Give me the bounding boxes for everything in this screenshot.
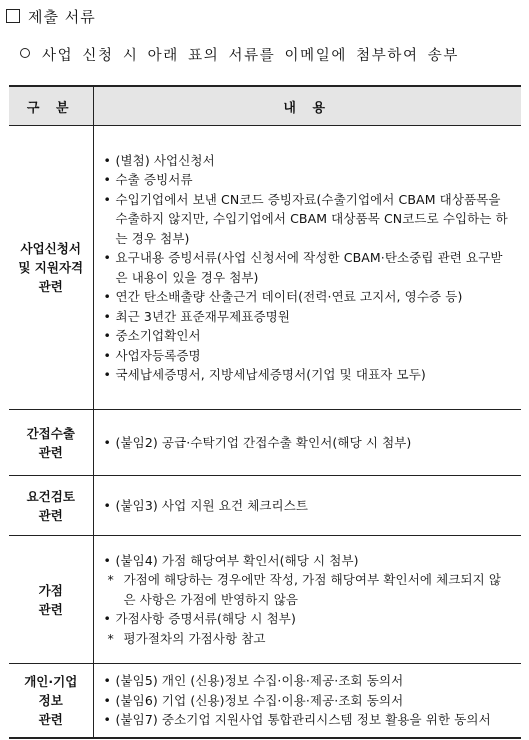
bullet-icon: • [103, 328, 111, 343]
list-item [104, 248, 514, 287]
intro-text: 사업 신청 시 아래 표의 서류를 이메일에 첨부하여 송부 [42, 48, 460, 64]
table-row [9, 476, 521, 536]
list-item [104, 609, 514, 629]
table-row [9, 126, 521, 410]
bullet-icon: • [103, 152, 111, 168]
table-header-row [9, 86, 521, 126]
documents-table [9, 85, 521, 739]
category-line: 관련 [38, 444, 63, 460]
table-row [9, 536, 521, 664]
row-content [93, 410, 521, 476]
category-line: 관련 [38, 507, 63, 523]
bullet-icon: • [103, 673, 111, 688]
row-category [9, 476, 93, 536]
category-line: 관련 [38, 711, 63, 727]
table-row [9, 410, 521, 476]
category-line: 사업신청서 [20, 241, 81, 256]
item-text: 평가절차의 가점사항 참고 [123, 630, 266, 646]
table-row [9, 664, 521, 738]
list-item [104, 365, 514, 385]
bullet-icon: • [103, 347, 111, 363]
list-item [104, 287, 514, 307]
row-category [9, 536, 93, 664]
list-item [104, 551, 514, 571]
asterisk-icon: * [107, 572, 114, 588]
section-heading [6, 6, 96, 27]
list-item [104, 307, 514, 327]
bullet-icon: • [103, 308, 111, 324]
item-text: 가점에 해당하는 경우에만 작성, 가점 해당여부 확인서에 체크되지 않은 사항은 가점에 반영하지 않음 [123, 572, 502, 607]
bullet-icon: • [103, 497, 111, 513]
list-item [104, 691, 514, 711]
list-item [104, 326, 514, 346]
row-content [93, 126, 521, 410]
item-text: 중소기업확인서 [115, 328, 201, 343]
bullet-icon: • [103, 552, 111, 568]
item-text: (붙임4) 가점 해당여부 확인서(해당 시 첨부) [115, 552, 359, 568]
note-item [104, 629, 514, 649]
row-category [9, 664, 93, 738]
list-item [104, 433, 514, 453]
row-content [93, 664, 521, 738]
category-line: 및 지원자격 [18, 260, 84, 275]
category-line: 관련 [38, 279, 63, 294]
checkbox-square-icon [6, 9, 20, 23]
bullet-icon: • [103, 692, 111, 708]
category-line: 가점 [38, 582, 63, 598]
item-text: 수출 증빙서류 [115, 172, 193, 187]
bullet-icon: • [103, 367, 111, 382]
row-content [93, 536, 521, 664]
list-item [104, 671, 514, 691]
bullet-icon: • [103, 289, 111, 304]
list-item [104, 170, 514, 190]
row-category [9, 126, 93, 410]
category-line: 관련 [38, 601, 63, 617]
asterisk-icon: * [107, 630, 114, 646]
list-item [104, 151, 514, 171]
list-item [104, 190, 514, 249]
category-line: 개인·기업 [24, 673, 78, 689]
bullet-icon: • [103, 611, 111, 627]
bullet-icon: • [103, 172, 111, 187]
item-text: 사업자등록증명 [115, 347, 201, 363]
item-text: 국세납세증명서, 지방세납세증명서(기업 및 대표자 모두) [115, 367, 426, 382]
item-text: (붙임6) 기업 (신용)정보 수집·이용·제공·조회 동의서 [115, 692, 404, 708]
category-line: 간접수출 [26, 425, 75, 441]
item-text: (붙임2) 공급·수탁기업 간접수출 확인서(해당 시 첨부) [115, 434, 412, 450]
table-body [9, 126, 521, 738]
item-text: (별첨) 사업신청서 [115, 152, 215, 168]
item-text: 최근 3년간 표준재무제표증명원 [115, 308, 290, 324]
item-text: 연간 탄소배출량 산출근거 데이터(전력·연료 고지서, 영수증 등) [115, 289, 463, 304]
category-line: 요건검토 [26, 488, 75, 504]
header-category: 구 분 [9, 86, 93, 126]
item-text: (붙임7) 중소기업 지원사업 통합관리시스템 정보 활용을 위한 동의서 [115, 712, 491, 727]
row-category [9, 410, 93, 476]
bullet-icon: • [103, 434, 111, 450]
list-item [104, 496, 514, 516]
item-text: (붙임5) 개인 (신용)정보 수집·이용·제공·조회 동의서 [115, 673, 404, 688]
bullet-icon: • [103, 712, 111, 727]
item-text: 수입기업에서 보낸 CN코드 증빙자료(수출기업에서 CBAM 대상품목을 수출하지 않지만, 수입기업에서 CBAM 대상품목 CN코드로 수입하는 하는 경우 첨부) [115, 191, 508, 246]
list-item [104, 346, 514, 366]
header-content: 내 용 [93, 86, 521, 126]
item-text: 가점사항 증명서류(해당 시 첨부) [115, 611, 296, 627]
row-content [93, 476, 521, 536]
category-line: 정보 [38, 692, 63, 708]
bullet-icon: • [103, 191, 111, 207]
item-text: 요구내용 증빙서류(사업 신청서에 작성한 CBAM·탄소중립 관련 요구받은 내용이 있을 경우 첨부) [115, 250, 503, 285]
list-item [104, 710, 514, 730]
item-text: (붙임3) 사업 지원 요건 체크리스트 [115, 497, 309, 513]
circle-bullet-icon [20, 48, 30, 58]
bullet-icon: • [103, 250, 111, 265]
intro-line [20, 44, 459, 65]
note-item [104, 570, 514, 609]
section-title: 제출 서류 [28, 8, 96, 26]
